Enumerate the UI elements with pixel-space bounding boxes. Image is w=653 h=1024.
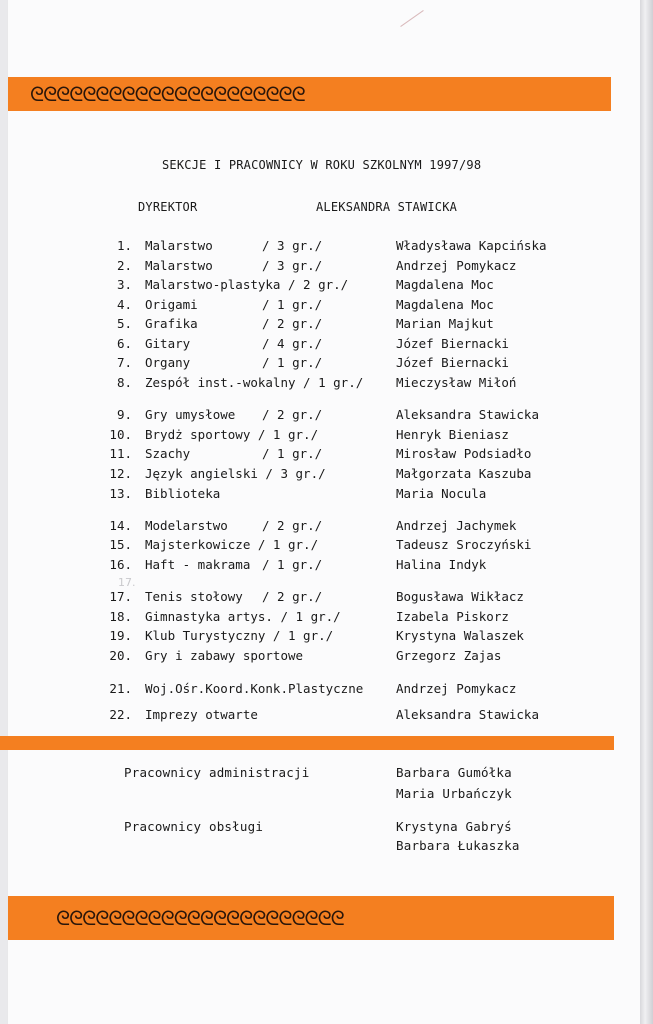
section-person: Henryk Bieniasz xyxy=(396,427,509,442)
section-number: 7. xyxy=(116,355,132,370)
section-person: Magdalena Moc xyxy=(396,297,494,312)
section-person: Aleksandra Stawicka xyxy=(396,407,539,422)
section-name: Gimnastyka artys. / 1 gr./ xyxy=(145,609,341,624)
director-label: DYREKTOR xyxy=(138,200,198,214)
section-person: Halina Indyk xyxy=(396,557,487,572)
section-name: Klub Turystyczny / 1 gr./ xyxy=(145,628,334,643)
section-groups: / 2 gr./ xyxy=(262,518,323,533)
section-person: Władysława Kapcińska xyxy=(396,238,547,253)
section-name: Origami xyxy=(145,297,198,312)
section-person: Mieczysław Miłoń xyxy=(396,375,517,390)
section-name: Malarstwo-plastyka / 2 gr./ xyxy=(145,277,349,292)
section-row xyxy=(0,628,640,646)
section-person: Józef Biernacki xyxy=(396,355,509,370)
section-row xyxy=(0,681,640,699)
section-number: 22. xyxy=(109,707,132,722)
section-name: Biblioteka xyxy=(145,486,221,501)
section-row xyxy=(0,518,640,536)
section-person: Andrzej Pomykacz xyxy=(396,258,517,273)
section-person: Bogusława Wikłacz xyxy=(396,589,524,604)
section-row xyxy=(0,589,640,607)
separator-band xyxy=(0,736,614,750)
ornament-pattern-bottom: ᘓᘓᘓᘓᘓᘓᘓᘓᘓᘓᘓᘓᘓᘓᘓᘓᘓᘓᘓᘓᘓᘓ xyxy=(56,906,344,930)
section-person: Tadeusz Sroczyński xyxy=(396,537,532,552)
section-name: Język angielski / 3 gr./ xyxy=(145,466,326,481)
section-groups: / 2 gr./ xyxy=(262,407,323,422)
section-groups: / 1 gr./ xyxy=(262,446,323,461)
section-row xyxy=(0,486,640,504)
section-row xyxy=(0,407,640,425)
section-row xyxy=(0,258,640,276)
section-person: Mirosław Podsiadło xyxy=(396,446,532,461)
section-row xyxy=(0,427,640,445)
section-number: 21. xyxy=(109,681,132,696)
section-person: Józef Biernacki xyxy=(396,336,509,351)
section-person: Andrzej Jachymek xyxy=(396,518,517,533)
section-name: Organy xyxy=(145,355,191,370)
staff-label-service: Pracownicy obsługi xyxy=(124,819,264,834)
staff-label-admin: Pracownicy administracji xyxy=(124,765,310,780)
section-row xyxy=(0,537,640,555)
section-number: 12. xyxy=(109,466,132,481)
section-number: 20. xyxy=(109,648,132,663)
section-name: Imprezy otwarte xyxy=(145,707,258,722)
director-name: ALEKSANDRA STAWICKA xyxy=(316,200,458,214)
section-name: Tenis stołowy xyxy=(145,589,243,604)
staff-person: Krystyna Gabryś xyxy=(396,819,512,834)
section-number: 19. xyxy=(109,628,132,643)
section-name: Malarstwo xyxy=(145,258,213,273)
section-row xyxy=(0,316,640,334)
section-row xyxy=(0,277,640,295)
section-number: 8. xyxy=(116,375,132,390)
section-person: Krystyna Walaszek xyxy=(396,628,524,643)
section-groups: / 4 gr./ xyxy=(262,336,323,351)
staff-person: Maria Urbańczyk xyxy=(396,786,512,801)
section-row xyxy=(0,648,640,666)
section-number: 14. xyxy=(109,518,132,533)
section-groups: / 1 gr./ xyxy=(262,297,323,312)
section-row xyxy=(0,446,640,464)
section-groups: / 2 gr./ xyxy=(262,316,323,331)
section-groups: / 3 gr./ xyxy=(262,238,323,253)
section-groups: / 2 gr./ xyxy=(262,589,323,604)
section-number: 15. xyxy=(109,537,132,552)
ornament-pattern-top: ᘓᘓᘓᘓᘓᘓᘓᘓᘓᘓᘓᘓᘓᘓᘓᘓᘓᘓᘓᘓᘓ xyxy=(30,82,305,106)
section-number: 3. xyxy=(116,277,132,292)
section-name: Haft - makrama xyxy=(145,557,251,572)
pencil-note: 17. xyxy=(118,576,136,589)
page-edge xyxy=(640,0,653,1024)
section-name: Modelarstwo xyxy=(145,518,228,533)
section-groups: / 1 gr./ xyxy=(262,355,323,370)
ornament-band-bottom xyxy=(8,896,614,940)
section-person: Andrzej Pomykacz xyxy=(396,681,517,696)
section-person: Marian Majkut xyxy=(396,316,494,331)
section-row xyxy=(0,355,640,373)
document-page xyxy=(8,0,640,1024)
section-row xyxy=(0,707,640,725)
section-row xyxy=(0,466,640,484)
section-name: Malarstwo xyxy=(145,238,213,253)
section-groups: / 3 gr./ xyxy=(262,258,323,273)
section-number: 10. xyxy=(109,427,132,442)
section-name: Grafika xyxy=(145,316,198,331)
section-row xyxy=(0,375,640,393)
section-number: 1. xyxy=(116,238,132,253)
section-row xyxy=(0,336,640,354)
section-row xyxy=(0,557,640,575)
section-number: 11. xyxy=(109,446,132,461)
section-groups: / 1 gr./ xyxy=(262,557,323,572)
section-number: 2. xyxy=(116,258,132,273)
section-number: 18. xyxy=(109,609,132,624)
section-name: Gry i zabawy sportowe xyxy=(145,648,304,663)
staff-person: Barbara Gumółka xyxy=(396,765,512,780)
section-name: Gitary xyxy=(145,336,191,351)
section-name: Brydż sportowy / 1 gr./ xyxy=(145,427,319,442)
section-number: 9. xyxy=(116,407,132,422)
staff-person: Barbara Łukaszka xyxy=(396,838,520,853)
section-name: Gry umysłowe xyxy=(145,407,236,422)
section-row xyxy=(0,238,640,256)
section-number: 13. xyxy=(109,486,132,501)
ornament-band-top xyxy=(8,77,611,111)
section-person: Magdalena Moc xyxy=(396,277,494,292)
section-number: 17. xyxy=(109,589,132,604)
section-name: Woj.Ośr.Koord.Konk.Plastyczne xyxy=(145,681,364,696)
section-person: Izabela Piskorz xyxy=(396,609,509,624)
section-person: Aleksandra Stawicka xyxy=(396,707,539,722)
section-name: Zespół inst.-wokalny / 1 gr./ xyxy=(145,375,364,390)
section-number: 16. xyxy=(109,557,132,572)
section-name: Majsterkowicze / 1 gr./ xyxy=(145,537,319,552)
section-row xyxy=(0,609,640,627)
section-number: 6. xyxy=(116,336,132,351)
section-person: Małgorzata Kaszuba xyxy=(396,466,532,481)
section-person: Maria Nocula xyxy=(396,486,487,501)
section-row xyxy=(0,297,640,315)
section-name: Szachy xyxy=(145,446,191,461)
section-number: 4. xyxy=(116,297,132,312)
page-title: SEKCJE I PRACOWNICY W ROKU SZKOLNYM 1997/98 xyxy=(162,158,482,172)
section-person: Grzegorz Zajas xyxy=(396,648,502,663)
section-number: 5. xyxy=(116,316,132,331)
